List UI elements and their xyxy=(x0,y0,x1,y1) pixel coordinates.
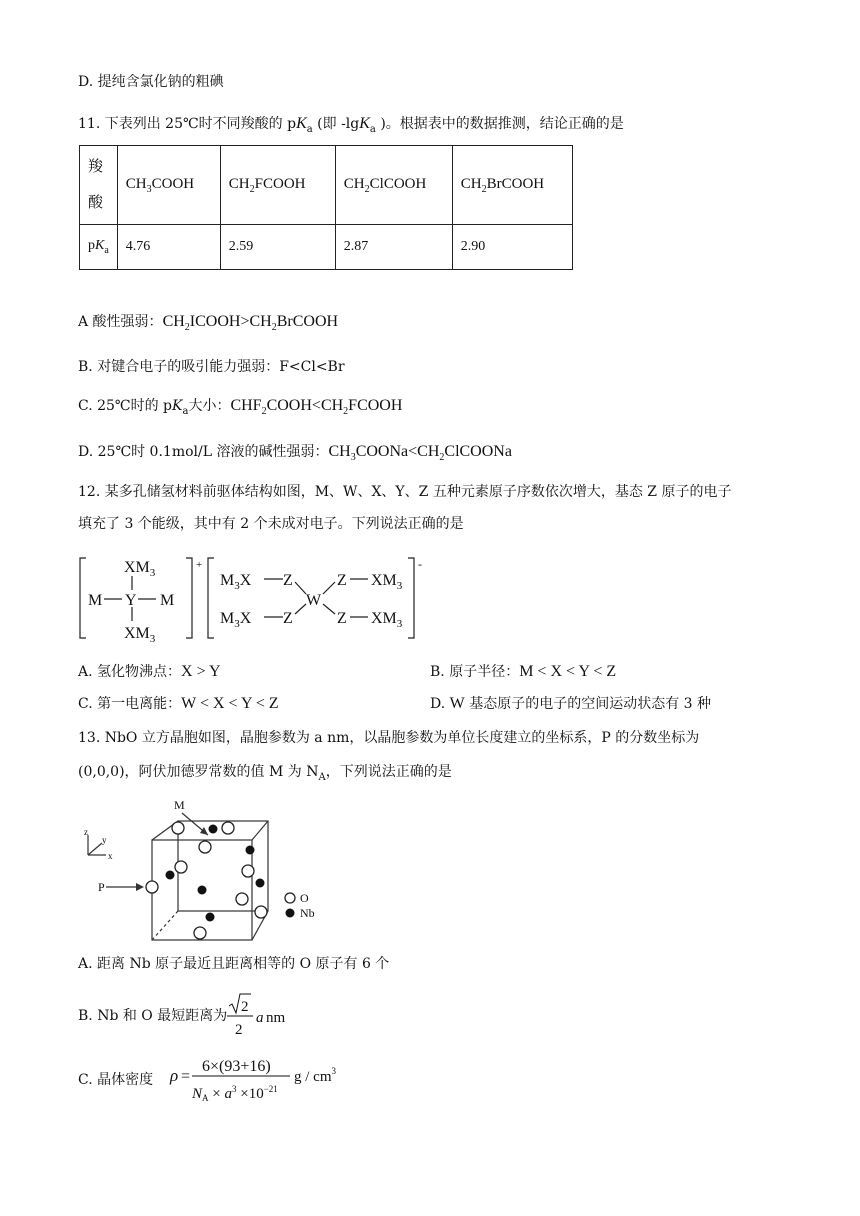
density-numerator: 6×(93+16) xyxy=(202,1058,271,1075)
svg-text:XM3: $XM_3$ xyxy=(124,625,156,645)
svg-text:W: W xyxy=(306,592,322,609)
density-formula xyxy=(168,1052,358,1112)
svg-text:Z: Z xyxy=(337,610,347,627)
svg-text:Z: Z xyxy=(283,610,293,627)
svg-text:NA × a3 ×10−21: $N_A \times a^3 \times 10^{-21}$ xyxy=(192,1084,278,1103)
q11-option-c: C. 25℃时的 $pK_a$大小：$CHF_2COOH<CH_2FCOOH$ xyxy=(78,397,403,418)
q13-stem-line2: (0,0,0)，阿伏加德罗常数的值 M 为 $N_A$，下列说法正确的是 xyxy=(78,764,452,783)
q12-option-c: C. 第一电离能：W < X < Y < Z xyxy=(78,695,279,712)
svg-text:M3X: $M_3X$ xyxy=(220,610,252,630)
svg-text:y: y xyxy=(102,835,107,845)
q12-option-a: A. 氢化物沸点：X > Y xyxy=(78,663,221,680)
svg-text:ρ: ρ xyxy=(170,1066,179,1085)
svg-text:-: - xyxy=(418,557,422,571)
table-row xyxy=(80,146,573,225)
q11-stem: 11. 下表列出 25℃时不同羧酸的 $pK_a$ (即 -lgK$_a$ )。根据表中的数据推测，结论正确的是 xyxy=(78,115,624,135)
q11-option-b: B. 对键合电子的吸引能力强弱：F<Cl<Br xyxy=(78,359,345,375)
sqrt2-over-2-fraction xyxy=(225,992,295,1040)
q11-option-d: D. 25℃时 0.1mol/L 溶液的碱性强弱：$CH_3COONa<CH_2ClCOONa$ xyxy=(78,443,512,464)
legend-nb: Nb xyxy=(300,906,315,920)
table-cell: 2.87 xyxy=(335,225,452,270)
q13-option-c: C. 晶体密度 xyxy=(78,1072,154,1088)
label-m: M xyxy=(174,798,185,812)
svg-text:Z: Z xyxy=(283,572,293,589)
svg-text:XM3: $XM_3$ xyxy=(124,559,156,579)
nbo-unit-cell-figure xyxy=(78,795,328,945)
table-cell: $CH_2ClCOOH$ xyxy=(335,146,452,225)
svg-text:M: M xyxy=(88,592,103,609)
table-cell: $CH_3COOH$ xyxy=(117,146,220,225)
svg-text:Y: Y xyxy=(125,592,137,609)
table-cell: 2.90 xyxy=(452,225,572,270)
svg-text:XM3: $XM_3$ xyxy=(371,610,403,630)
svg-text:XM3: $XM_3$ xyxy=(371,572,403,592)
svg-text:M3X: $M_3X$ xyxy=(220,572,252,592)
q11-stem-part2: (即 -lg xyxy=(317,116,360,132)
svg-text:M: M xyxy=(160,592,175,609)
svg-text:x: x xyxy=(108,851,113,861)
svg-text:2: 2 xyxy=(235,1022,243,1038)
pka-table xyxy=(79,145,573,270)
q13-stem-line1: 13. NbO 立方晶胞如图，晶胞参数为 a nm，以晶胞参数为单位长度建立的坐标系，P 的分数坐标为 xyxy=(78,730,700,746)
svg-text:z: z xyxy=(84,827,88,837)
table-row xyxy=(80,225,573,270)
q13-option-b: B. Nb 和 O 最短距离为 xyxy=(78,1008,228,1024)
label-p: P xyxy=(98,880,105,894)
q11-option-a: A 酸性强弱：$CH_2ICOOH>CH_2BrCOOH$ xyxy=(78,313,339,334)
table-cell: 2.59 xyxy=(220,225,335,270)
q11-stem-part3: )。根据表中的数据推测，结论正确的是 xyxy=(380,116,624,132)
q12-stem-line2: 填充了 3 个能级，其中有 2 个未成对电子。下列说法正确的是 xyxy=(78,516,464,532)
q10-option-d: D. 提纯含氯化钠的粗碘 xyxy=(78,74,224,90)
table-cell: $CH_2BrCOOH$ xyxy=(452,146,572,225)
q13-option-a: A. 距离 Nb 原子最近且距离相等的 O 原子有 6 个 xyxy=(78,956,390,972)
svg-text:2: 2 xyxy=(241,999,249,1015)
svg-text:a: a xyxy=(256,1010,264,1026)
q12-option-b: B. 原子半径：M < X < Y < Z xyxy=(430,663,617,680)
svg-text:Z: Z xyxy=(337,572,347,589)
legend-o: O xyxy=(300,891,309,905)
svg-text:nm: nm xyxy=(266,1010,286,1026)
q12-option-d: D. W 基态原子的电子的空间运动状态有 3 种 xyxy=(430,695,712,712)
q12-stem-line1: 12. 某多孔储氢材料前驱体结构如图，M、W、X、Y、Z 五种元素原子序数依次增大，基态 Z 原子的电子 xyxy=(78,484,732,500)
table-header-pka: $pK_a$ xyxy=(80,225,118,270)
q11-stem-part1: 11. 下表列出 25℃时不同羧酸的 p xyxy=(78,116,297,132)
table-cell: 4.76 xyxy=(117,225,220,270)
table-cell: $CH_2FCOOH$ xyxy=(220,146,335,225)
svg-text:g / cm3: g / $cm^3$ xyxy=(294,1066,336,1085)
svg-text:+: + xyxy=(196,559,203,571)
q12-structure-diagram xyxy=(78,550,438,646)
table-header-acid: 羧酸 xyxy=(80,146,118,225)
svg-text:=: = xyxy=(181,1068,191,1085)
